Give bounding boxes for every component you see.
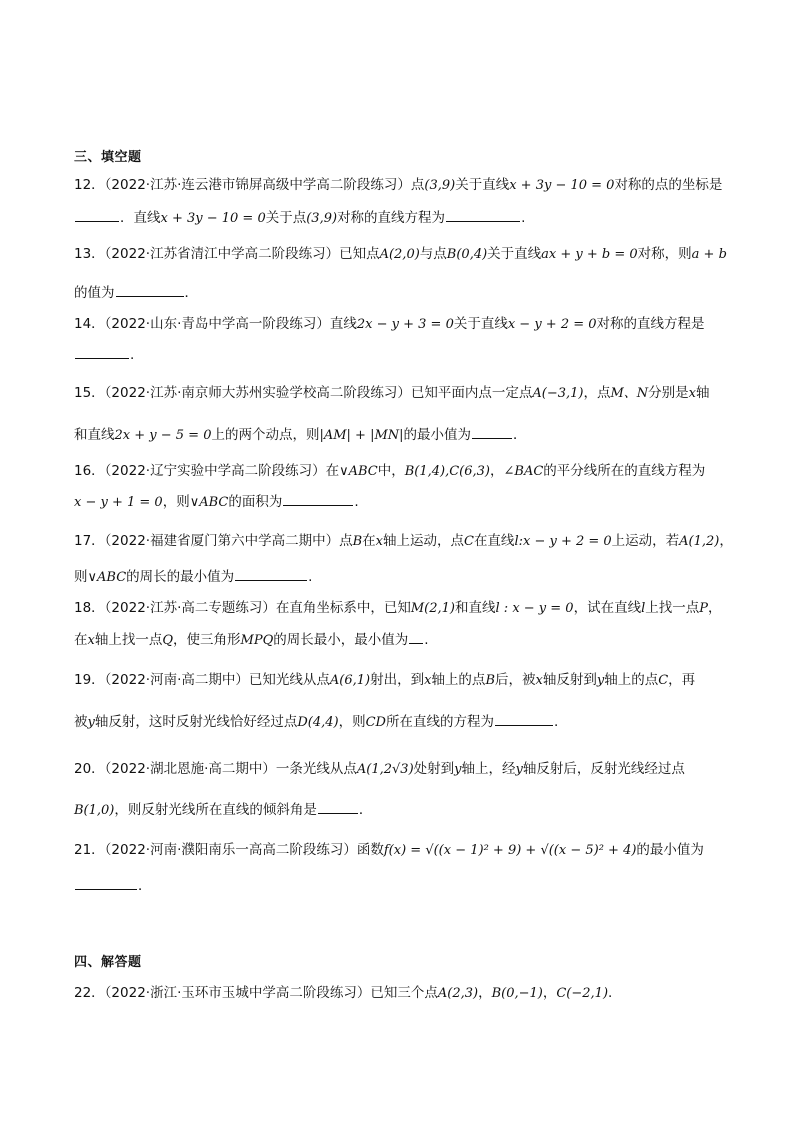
q17-text: 的周长的最小值为 xyxy=(126,569,235,585)
q17-math: C xyxy=(463,534,474,549)
q21-text: 21．（2022·河南·濮阳南乐一高高二阶段练习）函数 xyxy=(74,842,384,858)
q12-text: 对称的点的坐标是 xyxy=(614,177,723,193)
q17-math: ∨ABC xyxy=(87,570,127,585)
q17-text: 则 xyxy=(74,569,88,585)
q17-text: 轴上运动，点 xyxy=(382,533,464,549)
q17-math: A(1,2) xyxy=(679,534,720,549)
q14-math: x − y + 2 = 0 xyxy=(507,317,597,332)
q20-text: 20．（2022·湖北恩施·高二期中）一条光线从点 xyxy=(74,761,357,777)
q15-math: |AM| + |MN| xyxy=(319,428,404,443)
question-19-line-1 xyxy=(74,671,695,690)
q18-math: Q xyxy=(162,633,174,648)
q17-text: 上运动，若 xyxy=(611,533,680,549)
q20-math: A(1,2√3) xyxy=(356,762,414,777)
q13-text: 13．（2022·江苏省清江中学高二阶段练习）已知点 xyxy=(74,246,380,262)
q19-text: 轴上的点 xyxy=(431,672,486,688)
q18-text: 和直线 xyxy=(455,600,496,616)
q19-math: B xyxy=(485,673,495,688)
question-18-line-2 xyxy=(74,630,429,650)
q18-math: l xyxy=(641,601,646,616)
question-12-line-1 xyxy=(74,176,722,195)
q18-math: x xyxy=(87,633,95,648)
q12-math: (3,9) xyxy=(306,211,338,226)
q16-text: ，则 xyxy=(162,494,190,510)
question-21-line-2 xyxy=(74,876,152,895)
q13-math: a + b xyxy=(691,247,727,262)
q16-math: B(1,4),C(6,3) xyxy=(404,464,491,479)
question-16-line-2 xyxy=(74,492,359,512)
question-19-line-2 xyxy=(74,712,558,732)
answer-blank xyxy=(283,492,353,506)
q14-text: 关于直线 xyxy=(453,316,508,332)
q19-text: 所在直线的方程为 xyxy=(385,714,494,730)
q16-text: 中， xyxy=(377,463,405,479)
q20-text: ． xyxy=(358,802,373,818)
q18-text: 在 xyxy=(74,632,88,648)
q21-text: 的最小值为 xyxy=(636,842,704,858)
q22-text: ， xyxy=(478,985,492,1001)
q22-math: C(−2,1) xyxy=(556,986,609,1001)
q19-math: C xyxy=(658,673,669,688)
answer-blank xyxy=(495,712,553,726)
q19-text: 轴反射，这时反射光线恰好经过点 xyxy=(94,714,298,730)
question-20-line-1 xyxy=(74,760,685,779)
answer-blank xyxy=(409,630,423,644)
q16-text: . xyxy=(354,494,359,510)
q19-math: CD xyxy=(365,715,386,730)
q20-math: B(1,0) xyxy=(74,803,115,818)
q20-text: 轴反射后，反射光线经过点 xyxy=(522,761,685,777)
q13-math: ax + y + b = 0 xyxy=(541,247,638,262)
question-22-line-1 xyxy=(74,984,612,1003)
q20-text: 轴上，经 xyxy=(461,761,516,777)
q19-text: 19．（2022·河南·高二期中）已知光线从点 xyxy=(74,672,330,688)
q14-math: 2x − y + 3 = 0 xyxy=(356,317,454,332)
q19-math: x xyxy=(424,673,432,688)
q16-math: ∠BAC xyxy=(503,464,544,479)
q13-text: 关于直线 xyxy=(487,246,542,262)
q13-math: B(0,4) xyxy=(446,247,488,262)
question-13-line-1 xyxy=(74,245,727,264)
q18-text: 的周长最小，最小值为 xyxy=(273,632,409,648)
question-17-line-1 xyxy=(74,532,733,551)
q18-text: 轴上找一点 xyxy=(94,632,163,648)
q22-text: . xyxy=(608,985,613,1001)
q15-text: 和直线 xyxy=(74,427,115,443)
q16-text: 的平分线所在的直线方程为 xyxy=(543,463,706,479)
q20-text: 处射到 xyxy=(413,761,455,777)
q15-math: A(−3,1) xyxy=(532,386,584,401)
question-17-line-2 xyxy=(74,567,312,587)
answer-blank xyxy=(75,208,119,222)
q17-text: ， xyxy=(719,533,733,549)
q19-text: ，则 xyxy=(338,714,366,730)
q17-math: B xyxy=(352,534,363,549)
q12-text: 对称的直线方程为 xyxy=(337,210,446,226)
q17-math: x xyxy=(375,534,383,549)
q18-text: . xyxy=(424,632,429,648)
answer-blank xyxy=(116,283,184,297)
q19-text: . xyxy=(553,714,559,730)
q19-text: 轴反射到 xyxy=(542,672,597,688)
q22-math: A(2,3) xyxy=(437,986,479,1001)
q13-text: 对称，则 xyxy=(637,246,692,262)
q21-math: f(x) = √((x − 1)² + 9) + √((x − 5)² + 4) xyxy=(383,843,637,858)
q19-math: y xyxy=(87,715,95,730)
q16-text: 的面积为 xyxy=(228,494,283,510)
answer-blank xyxy=(446,208,520,222)
q13-text: 与点 xyxy=(419,246,447,262)
q17-text: 在 xyxy=(362,533,376,549)
q15-text: 15．（2022·江苏·南京师大苏州实验学校高二阶段练习）已知平面内点一定点 xyxy=(74,385,533,401)
q20-math: y xyxy=(454,762,462,777)
answer-blank xyxy=(75,876,137,890)
section-heading-fill-in: 三、填空题 xyxy=(74,150,142,165)
section-heading-answer: 四、解答题 xyxy=(74,955,142,970)
q15-text: ，点 xyxy=(583,385,611,401)
q15-text: 的最小值为 xyxy=(403,427,472,443)
q16-math: x − y + 1 = 0 xyxy=(74,495,163,510)
q17-text: . xyxy=(308,569,313,585)
q15-math: 2x + y − 5 = 0 xyxy=(114,428,212,443)
q18-text: 18．（2022·江苏·高二专题练习）在直角坐标系中，已知 xyxy=(74,600,411,616)
q20-math: y xyxy=(515,762,523,777)
q21-text: ． xyxy=(138,878,152,894)
question-18-line-1 xyxy=(74,599,722,618)
answer-blank xyxy=(235,567,307,581)
question-15-line-1 xyxy=(74,384,710,403)
q19-text: 轴上的点 xyxy=(604,672,659,688)
q18-text: ，试在直线 xyxy=(573,600,642,616)
q17-math: l:x − y + 2 = 0 xyxy=(514,534,612,549)
q18-math: l : x − y = 0 xyxy=(495,601,574,616)
q12-math: x + 3y − 10 = 0 xyxy=(509,178,615,193)
q12-math: x + 3y − 10 = 0 xyxy=(160,211,266,226)
q13-math: A(2,0) xyxy=(379,247,420,262)
q15-math: x xyxy=(688,386,697,401)
q15-text: 分别是 xyxy=(648,385,689,401)
q17-text: 17．（2022·福建省厦门第六中学高二期中）点 xyxy=(74,533,353,549)
question-21-line-1 xyxy=(74,841,704,860)
q15-text: 上的两个动点，则 xyxy=(211,427,320,443)
q12-text: 关于点 xyxy=(265,210,307,226)
question-16-line-1 xyxy=(74,462,705,481)
answer-blank xyxy=(472,425,512,439)
q18-math: M(2,1) xyxy=(410,601,456,616)
q19-text: 射出，到 xyxy=(370,672,425,688)
q18-text: ，使三角形 xyxy=(173,632,241,648)
answer-blank xyxy=(318,800,358,814)
q12-text: 关于直线 xyxy=(455,177,510,193)
q12-math: (3,9) xyxy=(424,178,456,193)
q19-math: y xyxy=(596,673,605,688)
q14-text: . xyxy=(130,347,135,363)
q15-math: M、N xyxy=(610,386,649,401)
q15-text: ． xyxy=(513,427,527,443)
q18-text: 上找一点 xyxy=(645,600,700,616)
q13-text: ． xyxy=(184,285,198,301)
q16-math: ∨ABC xyxy=(189,495,229,510)
q14-text: 14．（2022·山东·青岛中学高一阶段练习）直线 xyxy=(74,316,357,332)
q19-text: 后，被 xyxy=(495,672,536,688)
question-20-line-2 xyxy=(74,800,372,820)
q19-math: A(6,1) xyxy=(329,673,371,688)
q19-math: x xyxy=(535,673,543,688)
q19-math: D(4,4) xyxy=(297,715,339,730)
q18-math: MPQ xyxy=(240,633,274,648)
q22-math: B(0,−1) xyxy=(491,986,543,1001)
q22-text: ， xyxy=(542,985,557,1001)
q16-math: ∨ABC xyxy=(339,464,378,479)
question-12-line-2 xyxy=(74,208,525,228)
q18-math: P xyxy=(699,601,709,616)
q14-text: 对称的直线方程是 xyxy=(596,316,705,332)
q17-text: 在直线 xyxy=(473,533,515,549)
q12-text: . xyxy=(521,210,526,226)
question-14-line-1 xyxy=(74,315,705,334)
q20-text: ，则反射光线所在直线的倾斜角是 xyxy=(114,802,317,818)
q13-text: 的值为 xyxy=(74,285,115,301)
q16-text: ， xyxy=(490,463,504,479)
q18-text: ， xyxy=(708,600,722,616)
q12-text: ．直线 xyxy=(120,210,161,226)
q22-text: 22．（2022·浙江·玉环市玉城中学高二阶段练习）已知三个点 xyxy=(74,985,438,1001)
q15-text: 轴 xyxy=(696,385,710,401)
q12-text: 12．（2022·江苏·连云港市锦屏高级中学高二阶段练习）点 xyxy=(74,177,425,193)
q16-text: 16．（2022·辽宁实验中学高二阶段练习）在 xyxy=(74,463,340,479)
q19-text: ，再 xyxy=(668,672,696,688)
answer-blank xyxy=(75,345,129,359)
question-14-line-2 xyxy=(74,345,134,364)
question-15-line-2 xyxy=(74,425,527,445)
question-13-line-2 xyxy=(74,283,198,302)
q19-text: 被 xyxy=(74,714,88,730)
